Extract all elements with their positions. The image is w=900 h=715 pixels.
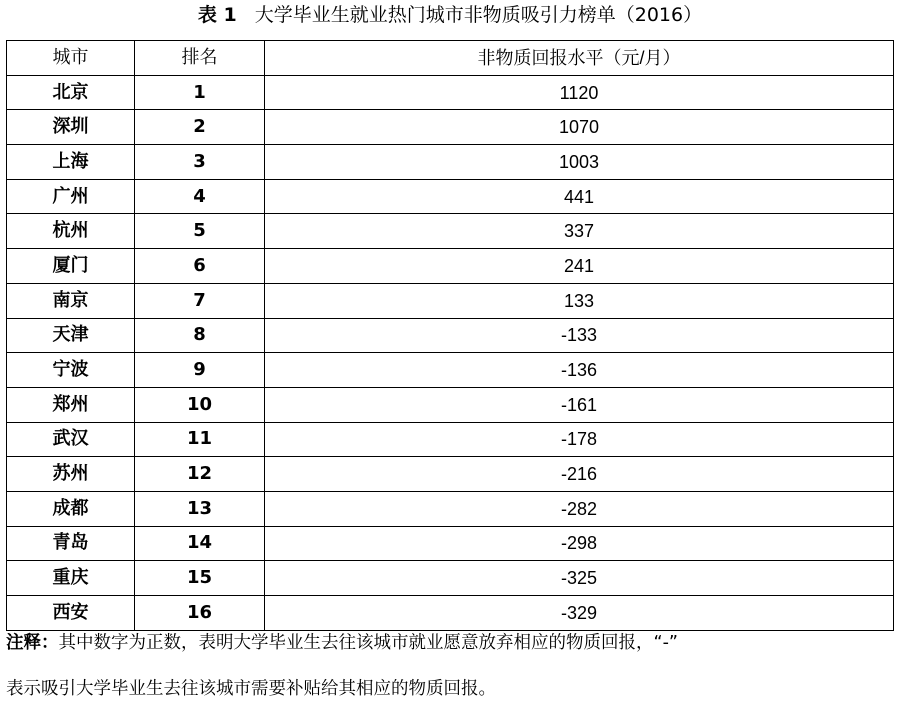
city-cell: 厦门 (7, 249, 135, 284)
table-row (7, 387, 894, 422)
table-header-row (7, 41, 894, 76)
table-row (7, 110, 894, 145)
rank-cell: 7 (135, 283, 265, 318)
rank-cell: 14 (135, 526, 265, 561)
city-cell: 郑州 (7, 387, 135, 422)
table-row (7, 179, 894, 214)
city-cell: 北京 (7, 75, 135, 110)
city-cell: 重庆 (7, 561, 135, 596)
table-row (7, 249, 894, 284)
table-number: 表 1 (197, 4, 237, 26)
value-cell: 133 (265, 283, 894, 318)
rank-cell: 4 (135, 179, 265, 214)
city-cell: 苏州 (7, 457, 135, 492)
rank-cell: 13 (135, 491, 265, 526)
value-cell: 441 (265, 179, 894, 214)
header-rank: 排名 (135, 41, 265, 76)
header-value: 非物质回报水平（元/月） (265, 41, 894, 76)
value-cell: -161 (265, 387, 894, 422)
value-cell: 1003 (265, 145, 894, 180)
header-city: 城市 (7, 41, 135, 76)
rank-cell: 16 (135, 596, 265, 631)
rank-cell: 10 (135, 387, 265, 422)
rank-cell: 12 (135, 457, 265, 492)
city-cell: 西安 (7, 596, 135, 631)
city-cell: 武汉 (7, 422, 135, 457)
city-cell: 广州 (7, 179, 135, 214)
value-cell: -216 (265, 457, 894, 492)
footnote (6, 620, 894, 712)
rank-cell: 5 (135, 214, 265, 249)
footnote-label: 注释： (6, 633, 59, 653)
city-cell: 南京 (7, 283, 135, 318)
value-cell: 241 (265, 249, 894, 284)
value-cell: -136 (265, 353, 894, 388)
value-cell: -178 (265, 422, 894, 457)
rank-cell: 1 (135, 75, 265, 110)
city-cell: 成都 (7, 491, 135, 526)
table-row (7, 214, 894, 249)
value-cell: -298 (265, 526, 894, 561)
table-row (7, 561, 894, 596)
table-row (7, 353, 894, 388)
city-cell: 青岛 (7, 526, 135, 561)
table-row (7, 283, 894, 318)
city-cell: 深圳 (7, 110, 135, 145)
value-cell: 1120 (265, 75, 894, 110)
table-row (7, 526, 894, 561)
table-row (7, 318, 894, 353)
value-cell: 337 (265, 214, 894, 249)
rank-cell: 11 (135, 422, 265, 457)
table-row (7, 422, 894, 457)
table-row (7, 491, 894, 526)
city-cell: 天津 (7, 318, 135, 353)
value-cell: 1070 (265, 110, 894, 145)
rank-cell: 9 (135, 353, 265, 388)
rank-cell: 15 (135, 561, 265, 596)
city-cell: 上海 (7, 145, 135, 180)
rank-cell: 8 (135, 318, 265, 353)
footnote-line-1 (6, 620, 894, 666)
value-cell: -282 (265, 491, 894, 526)
city-cell: 杭州 (7, 214, 135, 249)
city-cell: 宁波 (7, 353, 135, 388)
ranking-table (6, 40, 894, 631)
rank-cell: 3 (135, 145, 265, 180)
table-row (7, 457, 894, 492)
table-row (7, 145, 894, 180)
value-cell: -329 (265, 596, 894, 631)
rank-cell: 6 (135, 249, 265, 284)
table-title (0, 2, 900, 28)
value-cell: -133 (265, 318, 894, 353)
table-title-text: 大学毕业生就业热门城市非物质吸引力榜单（2016） (254, 4, 703, 26)
footnote-text-1: 其中数字为正数，表明大学毕业生去往该城市就业愿意放弃相应的物质回报，“-” (58, 633, 678, 653)
value-cell: -325 (265, 561, 894, 596)
rank-cell: 2 (135, 110, 265, 145)
footnote-line-2: 表示吸引大学毕业生去往该城市需要补贴给其相应的物质回报。 (6, 679, 496, 699)
table-row (7, 75, 894, 110)
